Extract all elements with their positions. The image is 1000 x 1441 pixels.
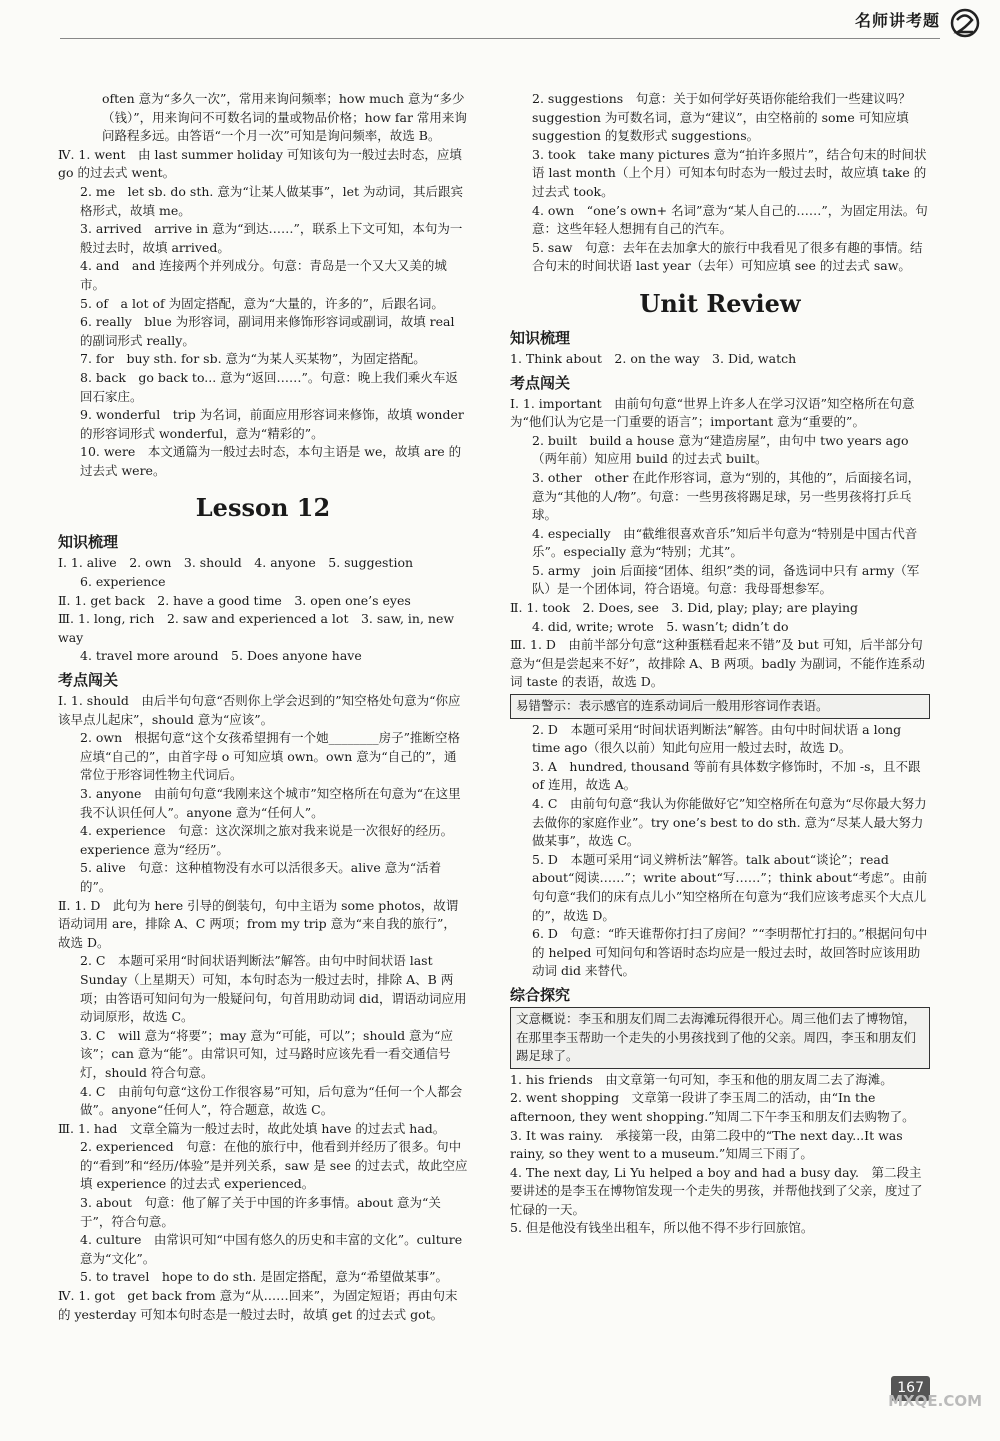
review-exercise-item-b-3: 4. C 由前句句意“我认为你能做好它”知空格所在句意为“尽你最大努力去做你的家庭作业”。try one’s best to do sth. 意为“尽某人最大努力做某事”，故选 C。	[532, 796, 927, 849]
lesson-12-title: Lesson 12	[195, 493, 331, 523]
knowledge-item-4: Ⅲ. 1. long, rich 2. saw and experienced a lot 3. saw, in, new way	[58, 611, 459, 645]
exercise-item-12: 3. about 句意：他了解了关于中国的许多事情。about 意为“关于”，符合句意。	[80, 1195, 441, 1229]
error-warning-box: 易错警示：表示感官的连系动词后一般用形容词作表语。	[510, 694, 930, 719]
comprehensive-item-4: 4. The next day, Li Yu helped a boy and had a busy day. 第二段主要讲述的是李玉在博物馆发现一个走失的男孩，并帮他找到了父亲，度过了忙碌的一天。	[510, 1164, 923, 1217]
left-answer-list	[58, 90, 468, 480]
exercise-item-15: Ⅳ. 1. got get back from 意为“从……回来”，为固定短语；再由句末的 yesterday 可知本句时态是一般过去时，故填 get 的过去式 got。	[58, 1288, 458, 1322]
brand-logo-icon	[948, 8, 982, 38]
answer-item-right-4: 5. saw 句意：去年在去加拿大的旅行中我看见了很多有趣的事情。结合句末的时间状语 last year（去年）可知应填 see 的过去式 saw。	[532, 239, 923, 274]
answer-item-10: 9. wonderful trip 为名词，前面应用形容词来修饰，故填 wonder 的形容词形式 wonderful，意为“精彩的”。	[80, 407, 468, 441]
page-number: 167	[891, 1376, 930, 1401]
answer-item-right-1: 2. suggestions 句意：关于如何学好英语你能给我们一些建议吗？suggestion 为可数名词，意为“建议”，由空格前的 some 可知应填 suggestion 的复数形式 suggestions。	[532, 91, 913, 144]
review-knowledge-item-1: 1. Think about 2. on the way 3. Did, watch	[510, 350, 797, 366]
exercise-item-9: 4. C 由前句句意“这份工作很容易”可知，后句意为“任何一个人都会做”。anyone“任何人”，符合题意，故选 C。	[80, 1083, 463, 1118]
exercise-item-7: 2. C 本题可采用“时间状语判断法”解答。由句中时间状语 last Sunday（上星期天）可知，本句时态为一般过去时，排除 A、B 两项；由答语可知问句为一般疑问句，句首用助动词 did，谓语动词应用动词原形，故选 C。	[80, 953, 467, 1025]
unit-review-exercise-list-2	[510, 721, 930, 981]
answer-item-2: Ⅳ. 1. went 由 last summer holiday 可知该句为一般过去时态，应填 go 的过去式 went。	[58, 146, 466, 181]
comprehensive-item-1: 1. his friends 由文章第一句可知，李玉和他的朋友周二去了海滩。	[510, 1071, 893, 1087]
exercise-item-4: 4. experience 句意：这次深圳之旅对我来说是一次很好的经历。experience 意为“经历”。	[80, 823, 454, 857]
answer-item-9: 8. back go back to... 意为“返回……”。句意：晚上我们乘火车返回石家庄。	[80, 369, 458, 404]
lesson-12-knowledge-list	[58, 554, 468, 666]
answer-item-3: 2. me let sb. do sth. 意为“让某人做某事”，let 为动词，其后跟宾格形式，故填 me。	[80, 183, 464, 218]
exercise-item-14: 5. to travel hope to do sth. 是固定搭配，意为“希望做某事”。	[80, 1269, 449, 1285]
review-exercise-item-5: 5. army join 后面接“团体、组织”类的词，备选词中只有 army（军队）是一个团体词，符合语境。句意：我母哥想参军。	[532, 562, 920, 597]
lesson-12-exercise-heading: 考点闯关	[58, 671, 119, 690]
summary-box: 文意概说：李玉和朋友们周二去海滩玩得很开心。周三他们去了博物馆，在那里李玉帮助一个走失的小男孩找到了他的父亲。周四，李玉和朋友们踢足球了。	[510, 1007, 930, 1069]
review-exercise-item-b-1: 2. D 本题可采用“时间状语判断法”解答。由句中时间状语 a long time ago（很久以前）知此句应用一般过去时，故选 D。	[532, 721, 906, 756]
answer-item-right-2: 3. took take many pictures 意为“拍许多照片”，结合句末的时间状语 last month（上个月）可知本句时态为一般过去时，故应填 take 的过去式 took。	[532, 146, 927, 199]
unit-review-knowledge-heading: 知识梳理	[510, 328, 571, 347]
exercise-item-1: Ⅰ. 1. should 由后半句句意“否则你上学会迟到的”知空格处句意为“你应该早点儿起床”，should 意为“应该”。	[58, 693, 461, 727]
comprehensive-item-3: 3. It was rainy. 承接第一段，由第二段中的“The next day...It was rainy, so they went to a museum.”知周三下雨了。	[510, 1127, 907, 1162]
answer-item-5: 4. and and 连接两个并列成分。句意：青岛是一个又大又美的城市。	[80, 258, 447, 292]
right-answer-list	[510, 90, 930, 276]
watermark: MXQE.COM	[888, 1392, 982, 1410]
header-rule	[60, 38, 940, 39]
exercise-item-5: 5. alive 句意：这种植物没有水可以活很多天。alive 意为“活着的”。	[80, 860, 442, 894]
unit-review-title: Unit Review	[639, 288, 801, 318]
exercise-item-13: 4. culture 由常识可知“中国有悠久的历史和丰富的文化”。culture 意为“文化”。	[80, 1232, 467, 1266]
answer-item-right-3: 4. own “one’s own+ 名词”意为“某人自己的……”，为固定用法。句意：这些年轻人想拥有自己的汽车。	[532, 202, 928, 237]
lesson-12-exercise-list	[58, 692, 468, 1324]
left-column	[58, 90, 468, 1324]
exercise-item-10: Ⅲ. 1. had 文章全篇为一般过去时，故此处填 have 的过去式 had。	[58, 1120, 446, 1136]
review-exercise-item-3: 3. other other 在此作形容词，意为“别的，其他的”，后面接名词，意为“其他的人/物”。句意：一些男孩将踢足球，另一些男孩将打乒乓球。	[532, 469, 921, 523]
exercise-item-3: 3. anyone 由前句句意“我刚来这个城市”知空格所在句意为“在这里我不认识任何人”。anyone 意为“任何人”。	[80, 786, 461, 820]
knowledge-item-1: Ⅰ. 1. alive 2. own 3. should 4. anyone 5. suggestion	[58, 555, 414, 571]
answer-item-6: 5. of a lot of 为固定搭配，意为“大量的，许多的”，后跟名词。	[80, 295, 444, 311]
review-exercise-item-6: Ⅱ. 1. took 2. Does, see 3. Did, play; play; are playing	[510, 600, 859, 616]
review-exercise-item-1: Ⅰ. 1. important 由前句句意“世界上许多人在学习汉语”知空格所在句意为“他们认为它是一门重要的语言”；important 意为“重要的”。	[510, 395, 915, 430]
answer-item-4: 3. arrived arrive in 意为“到达……”，联系上下文可知，本句为一般过去时，故填 arrived。	[80, 221, 463, 255]
exercise-item-8: 3. C will 意为“将要”；may 意为“可能，可以”；should 意为“应该”；can 意为“能”。由常识可知，过马路时应该先看一看交通信号灯，should 符合句意。	[80, 1027, 453, 1080]
review-exercise-item-b-5: 6. D 句意：“昨天谁帮你打扫了房间？”“李明帮忙打扫的。”根据问句中的 helped 可知问句和答语时态均应是一般过去时，故回答时应该用助动词 did 来替代。	[532, 926, 928, 979]
right-column	[510, 90, 930, 1238]
unit-review-exercise-heading: 考点闯关	[510, 373, 571, 392]
header-brand: 名师讲考题	[854, 11, 940, 30]
answer-item-8: 7. for buy sth. for sb. 意为“为某人买某物”，为固定搭配。	[80, 351, 426, 367]
answer-item-7: 6. really blue 为形容词，副词用来修饰形容词或副词，故填 real 的副词形式 really。	[80, 314, 459, 348]
review-exercise-item-4: 4. especially 由“截维很喜欢音乐”知后半句意为“特别是中国古代音乐”。especially 意为“特别；尤其”。	[532, 525, 918, 560]
lesson-12-knowledge-heading: 知识梳理	[58, 533, 119, 552]
review-exercise-item-7: 4. did, write; wrote 5. wasn’t; didn’t do	[532, 618, 789, 634]
review-exercise-item-b-2: 3. A hundred, thousand 等前有具体数字修饰时，不加 -s，且不跟 of 连用，故选 A。	[532, 758, 925, 793]
review-exercise-item-b-4: 5. D 本题可采用“词义辨析法”解答。talk about“谈论”；read about“阅读……”；write about“写……”；think about“考虑”。由前句句意“我们的床有点儿小”知空格所在句意为“我们应该考虑买个大点儿的”，故选 D。	[532, 851, 928, 923]
review-exercise-item-2: 2. built build a house 意为“建造房屋”，由句中 two years ago（两年前）知应用 build 的过去式 built。	[532, 432, 909, 467]
answer-item-1: often 意为“多久一次”，常用来询问频率；how much 意为“多少（钱）”，用来询问不可数名词的量或物品价格；how far 常用来询问路程多远。由答语“一个月一次”可知是询问频率，故选 B。	[102, 91, 467, 144]
exercise-item-2: 2. own 根据句意“这个女孩希望拥有一个她________房子”推断空格应填“自己的”，由首字母 o 可知应填 own。own 意为“自己的”，通常位于形容词性物主代词后。	[80, 730, 460, 783]
review-exercise-item-8: Ⅲ. 1. D 由前半部分句意“这种蛋糕看起来不错”及 but 可知，后半部分句意为“但是尝起来不好”，故排除 A、B 两项。badly 为副词，不能作连系动词 taste 的表语，故选 D。	[510, 637, 925, 690]
comprehensive-item-5: 5. 但是他没有钱坐出租车，所以他不得不步行回旅馆。	[510, 1220, 814, 1236]
exercise-item-11: 2. experienced 句意：在他的旅行中，他看到并经历了很多。句中的“看到”和“经历/体验”是并列关系，saw 是 see 的过去式，故此空应填 experience 的过去式 experienced。	[80, 1139, 468, 1192]
unit-review-knowledge-list	[510, 350, 930, 369]
knowledge-item-3: Ⅱ. 1. get back 2. have a good time 3. open one’s eyes	[58, 592, 411, 608]
knowledge-item-5: 4. travel more around 5. Does anyone have	[80, 648, 362, 664]
comprehensive-item-2: 2. went shopping 文章第一段讲了李玉周二的活动，由“In the afternoon, they went shopping.”知周二下午李玉和朋友们去购物了。	[510, 1090, 915, 1124]
comprehensive-heading: 综合探究	[510, 985, 571, 1004]
knowledge-item-2: 6. experience	[80, 574, 166, 590]
exercise-item-6: Ⅱ. 1. D 此句为 here 引导的倒装句，句中主语为 some photos，故谓语动词用 are，排除 A、C 两项；from my trip 意为“来自我的旅行”，故选 D。	[58, 897, 459, 950]
comprehensive-answer-list	[510, 1071, 930, 1238]
answer-item-11: 10. were 本文通篇为一般过去时态，本句主语是 we，故填 are 的过去式 were。	[80, 444, 462, 478]
unit-review-exercise-list	[510, 395, 930, 693]
